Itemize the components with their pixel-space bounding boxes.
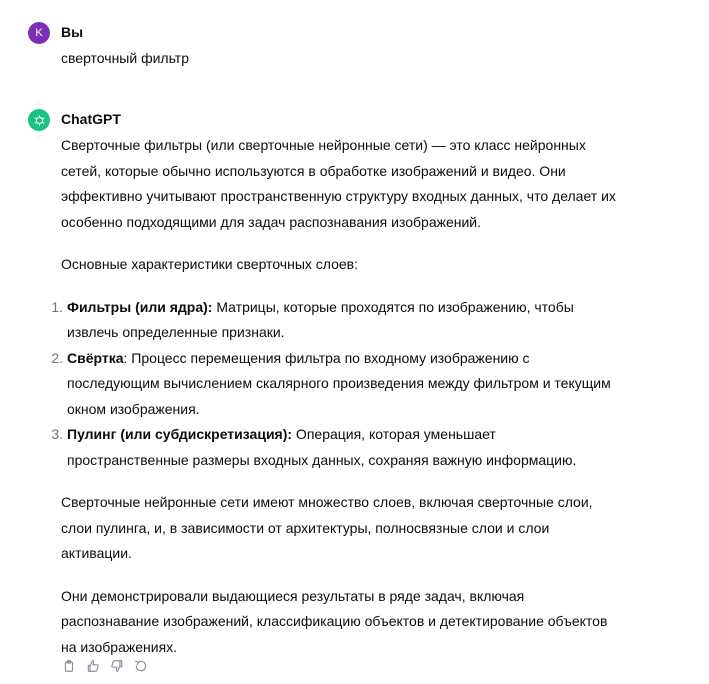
list-term: Пулинг (или субдискретизация):	[67, 426, 293, 442]
user-author-name: Вы	[61, 24, 84, 40]
list-text: : Процесс перемещения фильтра по входному изображению с последующим вычислением скалярного произведения между фильтром и текущим окном изображения.	[67, 349, 611, 417]
copy-button[interactable]	[61, 658, 77, 674]
list-item	[51, 346, 621, 423]
user-message-text	[61, 46, 621, 72]
answer-paragraph: Основные характеристики сверточных слоев:	[61, 256, 358, 272]
list-item	[51, 422, 621, 473]
user-avatar-letter: K	[35, 27, 43, 39]
user-avatar	[28, 22, 50, 44]
chatgpt-logo-icon	[28, 109, 50, 131]
list-item	[51, 295, 621, 346]
list-term: Фильтры (или ядра):	[67, 298, 213, 315]
list-text: Операция, которая уменьшает пространственные размеры входных данных, сохраняя важную информацию.	[67, 426, 577, 468]
dislike-button[interactable]	[109, 658, 125, 674]
refresh-icon	[134, 659, 148, 673]
answer-paragraph: Сверточные нейронные сети имеют множество слоев, включая сверточные слои, слои пулинга, и, в зависимости от архитектуры, полносвязные слои и слои активации.	[61, 494, 593, 561]
thumbs-down-icon	[110, 659, 124, 673]
list-text: Матрицы, которые проходятся по изображению, чтобы извлечь определенные признаки.	[67, 298, 574, 340]
like-button[interactable]	[85, 658, 101, 674]
list-number: 3.	[51, 426, 63, 442]
user-message-paragraph: сверточный фильтр	[61, 50, 189, 66]
list-number: 2.	[51, 349, 63, 366]
thumbs-up-icon	[86, 659, 100, 673]
clipboard-icon	[62, 659, 76, 673]
assistant-author-name: ChatGPT	[61, 111, 121, 127]
assistant-message-text	[51, 133, 621, 660]
message-actions	[61, 658, 149, 674]
list-term: Свёртка	[67, 349, 124, 366]
characteristics-list	[51, 295, 621, 474]
answer-paragraph: Они демонстрировали выдающиеся результаты в ряде задач, включая распознавание изображений, классификацию объектов и детектирование объектов на изображениях.	[61, 587, 608, 655]
regenerate-button[interactable]	[133, 658, 149, 674]
list-number: 1.	[51, 298, 63, 315]
answer-paragraph: Сверточные фильтры (или сверточные нейронные сети) — это класс нейронных сетей, которые обычно используются в обработке изображений и видео. Они эффективно учитывают пространственную структуру входных данных, что делает их особенно подходящими для задач распознавания изображений.	[61, 137, 616, 230]
